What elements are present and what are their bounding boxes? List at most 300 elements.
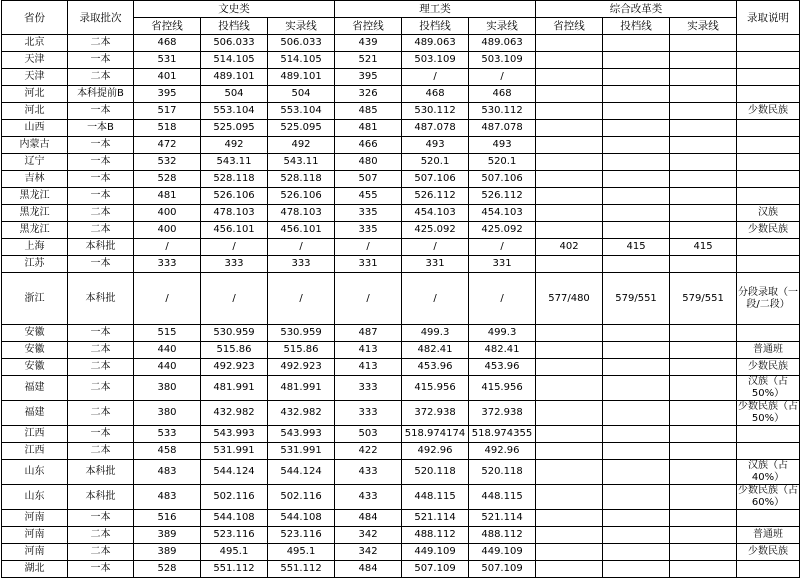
cell-ws-sl: 515.86 — [268, 342, 335, 359]
cell-zh-ctrl — [536, 154, 603, 171]
cell-zh-ctrl: 402 — [536, 239, 603, 256]
cell-ws-ctrl: 395 — [134, 86, 201, 103]
cell-lg-td: / — [402, 69, 469, 86]
cell-ws-sl: 478.103 — [268, 205, 335, 222]
cell-lg-sl: 520.1 — [469, 154, 536, 171]
cell-zh-ctrl — [536, 137, 603, 154]
cell-zh-td — [603, 510, 670, 527]
cell-province: 河南 — [2, 527, 68, 544]
cell-ws-sl: / — [268, 239, 335, 256]
cell-zh-ctrl — [536, 342, 603, 359]
cell-zh-sl: 415 — [670, 239, 737, 256]
cell-lg-sl: 488.112 — [469, 527, 536, 544]
cell-lg-sl: 503.109 — [469, 52, 536, 69]
cell-ws-sl: 544.108 — [268, 510, 335, 527]
cell-ws-ctrl: 483 — [134, 485, 201, 510]
header-province: 省份 — [2, 1, 68, 35]
cell-lg-ctrl: 422 — [335, 443, 402, 460]
cell-lg-ctrl: 342 — [335, 544, 402, 561]
cell-ws-ctrl: 483 — [134, 460, 201, 485]
cell-zh-sl — [670, 443, 737, 460]
cell-zh-td — [603, 443, 670, 460]
cell-zh-td — [603, 527, 670, 544]
cell-ws-sl: 544.124 — [268, 460, 335, 485]
cell-lg-td: 520.118 — [402, 460, 469, 485]
cell-lg-ctrl: 335 — [335, 205, 402, 222]
cell-lg-sl: 530.112 — [469, 103, 536, 120]
cell-ws-ctrl: 517 — [134, 103, 201, 120]
table-row — [2, 426, 800, 443]
cell-lg-sl: 331 — [469, 256, 536, 273]
cell-batch: 二本 — [68, 342, 134, 359]
cell-zh-sl — [670, 137, 737, 154]
cell-zh-ctrl — [536, 485, 603, 510]
cell-zh-sl — [670, 205, 737, 222]
cell-ws-td: 515.86 — [201, 342, 268, 359]
cell-lg-td: 489.063 — [402, 35, 469, 52]
table-row — [2, 485, 800, 510]
cell-note: 汉族（占40%） — [737, 460, 800, 485]
cell-lg-ctrl: 484 — [335, 561, 402, 578]
cell-zh-sl — [670, 527, 737, 544]
cell-ws-ctrl: 528 — [134, 561, 201, 578]
cell-lg-sl: 487.078 — [469, 120, 536, 137]
cell-zh-td — [603, 103, 670, 120]
cell-zh-ctrl — [536, 69, 603, 86]
cell-ws-ctrl: 389 — [134, 544, 201, 561]
cell-ws-td: 523.116 — [201, 527, 268, 544]
cell-note — [737, 256, 800, 273]
cell-ws-td: 526.106 — [201, 188, 268, 205]
cell-ws-td: 504 — [201, 86, 268, 103]
cell-lg-td: 507.106 — [402, 171, 469, 188]
cell-province: 天津 — [2, 52, 68, 69]
cell-province: 天津 — [2, 69, 68, 86]
cell-lg-ctrl: 507 — [335, 171, 402, 188]
table-row — [2, 137, 800, 154]
cell-lg-ctrl: 466 — [335, 137, 402, 154]
cell-batch: 本科批 — [68, 273, 134, 325]
cell-ws-ctrl: 516 — [134, 510, 201, 527]
cell-province: 山西 — [2, 120, 68, 137]
cell-lg-td: 487.078 — [402, 120, 469, 137]
cell-note: 汉族 — [737, 205, 800, 222]
table-row — [2, 205, 800, 222]
cell-batch: 本科批 — [68, 460, 134, 485]
cell-zh-td — [603, 188, 670, 205]
cell-note: 少数民族 — [737, 544, 800, 561]
cell-ws-ctrl: 468 — [134, 35, 201, 52]
cell-ws-ctrl: 531 — [134, 52, 201, 69]
cell-zh-td — [603, 376, 670, 401]
cell-zh-td — [603, 222, 670, 239]
cell-zh-sl — [670, 325, 737, 342]
table-row — [2, 103, 800, 120]
cell-zh-sl — [670, 460, 737, 485]
cell-ws-sl: 502.116 — [268, 485, 335, 510]
cell-zh-sl — [670, 376, 737, 401]
cell-note — [737, 171, 800, 188]
cell-ws-ctrl: 481 — [134, 188, 201, 205]
cell-ws-td: 456.101 — [201, 222, 268, 239]
cell-batch: 一本 — [68, 256, 134, 273]
cell-batch: 一本 — [68, 188, 134, 205]
cell-province: 河南 — [2, 510, 68, 527]
cell-zh-sl — [670, 561, 737, 578]
table-body — [2, 35, 800, 578]
cell-note — [737, 35, 800, 52]
cell-zh-td — [603, 35, 670, 52]
table-row — [2, 154, 800, 171]
cell-province: 内蒙古 — [2, 137, 68, 154]
cell-zh-ctrl — [536, 510, 603, 527]
cell-ws-sl: 456.101 — [268, 222, 335, 239]
cell-ws-sl: 481.991 — [268, 376, 335, 401]
cell-lg-td: 530.112 — [402, 103, 469, 120]
cell-zh-td — [603, 342, 670, 359]
cell-ws-sl: 489.101 — [268, 69, 335, 86]
cell-zh-sl — [670, 256, 737, 273]
cell-ws-ctrl: 440 — [134, 342, 201, 359]
cell-note — [737, 69, 800, 86]
table-row — [2, 273, 800, 325]
cell-batch: 二本 — [68, 35, 134, 52]
cell-zh-ctrl — [536, 443, 603, 460]
cell-ws-sl: 492.923 — [268, 359, 335, 376]
cell-batch: 一本 — [68, 137, 134, 154]
cell-lg-td: 507.109 — [402, 561, 469, 578]
cell-note — [737, 426, 800, 443]
table-row — [2, 52, 800, 69]
cell-lg-td: 499.3 — [402, 325, 469, 342]
cell-zh-td — [603, 69, 670, 86]
cell-batch: 二本 — [68, 222, 134, 239]
cell-zh-sl — [670, 510, 737, 527]
cell-lg-ctrl: 433 — [335, 460, 402, 485]
cell-lg-ctrl: 485 — [335, 103, 402, 120]
header-group-ligong: 理工类 — [335, 1, 536, 18]
cell-lg-sl: 449.109 — [469, 544, 536, 561]
cell-province: 北京 — [2, 35, 68, 52]
cell-lg-td: 488.112 — [402, 527, 469, 544]
cell-zh-sl — [670, 86, 737, 103]
cell-lg-ctrl: 455 — [335, 188, 402, 205]
cell-lg-sl: 507.109 — [469, 561, 536, 578]
cell-batch: 二本 — [68, 359, 134, 376]
cell-zh-sl — [670, 103, 737, 120]
cell-lg-sl: 454.103 — [469, 205, 536, 222]
cell-zh-td — [603, 544, 670, 561]
cell-ws-ctrl: 458 — [134, 443, 201, 460]
cell-note — [737, 561, 800, 578]
cell-batch: 本科批 — [68, 485, 134, 510]
cell-ws-sl: / — [268, 273, 335, 325]
cell-zh-td — [603, 120, 670, 137]
cell-lg-sl: / — [469, 239, 536, 256]
table-row — [2, 86, 800, 103]
cell-ws-td: 544.124 — [201, 460, 268, 485]
cell-lg-sl: 448.115 — [469, 485, 536, 510]
cell-lg-ctrl: 342 — [335, 527, 402, 544]
cell-ws-sl: 553.104 — [268, 103, 335, 120]
cell-zh-sl — [670, 69, 737, 86]
cell-zh-sl — [670, 120, 737, 137]
cell-ws-sl: 528.118 — [268, 171, 335, 188]
table-row — [2, 188, 800, 205]
cell-lg-ctrl: / — [335, 273, 402, 325]
cell-lg-ctrl: 333 — [335, 376, 402, 401]
cell-zh-td — [603, 359, 670, 376]
cell-ws-sl: 514.105 — [268, 52, 335, 69]
cell-lg-td: 415.956 — [402, 376, 469, 401]
cell-province: 辽宁 — [2, 154, 68, 171]
cell-lg-td: 372.938 — [402, 401, 469, 426]
cell-zh-td — [603, 485, 670, 510]
cell-batch: 二本 — [68, 205, 134, 222]
cell-zh-ctrl — [536, 325, 603, 342]
cell-zh-sl — [670, 52, 737, 69]
cell-lg-sl: 468 — [469, 86, 536, 103]
cell-batch: 二本 — [68, 69, 134, 86]
cell-ws-td: 492 — [201, 137, 268, 154]
cell-batch: 一本 — [68, 325, 134, 342]
cell-note — [737, 188, 800, 205]
cell-zh-td: 415 — [603, 239, 670, 256]
cell-ws-ctrl: 472 — [134, 137, 201, 154]
cell-zh-td — [603, 86, 670, 103]
cell-zh-sl — [670, 485, 737, 510]
cell-zh-ctrl — [536, 359, 603, 376]
table-row — [2, 359, 800, 376]
cell-province: 安徽 — [2, 359, 68, 376]
table-row — [2, 256, 800, 273]
cell-lg-td: 482.41 — [402, 342, 469, 359]
header-note: 录取说明 — [737, 1, 800, 35]
cell-zh-ctrl: 577/480 — [536, 273, 603, 325]
cell-ws-ctrl: 389 — [134, 527, 201, 544]
cell-province: 江西 — [2, 426, 68, 443]
cell-note — [737, 137, 800, 154]
cell-lg-td: 448.115 — [402, 485, 469, 510]
cell-batch: 本科提前B — [68, 86, 134, 103]
cell-ws-td: 528.118 — [201, 171, 268, 188]
cell-batch: 二本 — [68, 443, 134, 460]
cell-province: 河南 — [2, 544, 68, 561]
table-row — [2, 69, 800, 86]
cell-ws-td: 502.116 — [201, 485, 268, 510]
cell-zh-ctrl — [536, 401, 603, 426]
cell-zh-ctrl — [536, 376, 603, 401]
cell-lg-sl: 489.063 — [469, 35, 536, 52]
header-lg-filing-line: 投档线 — [402, 18, 469, 35]
cell-ws-ctrl: 528 — [134, 171, 201, 188]
cell-ws-td: 553.104 — [201, 103, 268, 120]
cell-ws-ctrl: 440 — [134, 359, 201, 376]
cell-ws-ctrl: 333 — [134, 256, 201, 273]
cell-zh-td — [603, 426, 670, 443]
cell-zh-sl — [670, 342, 737, 359]
cell-zh-sl — [670, 171, 737, 188]
cell-note: 少数民族（占60%） — [738, 485, 799, 508]
cell-note: 分段录取（一段/二段） — [737, 273, 800, 325]
cell-ws-td: 543.993 — [201, 426, 268, 443]
cell-note: 少数民族 — [737, 359, 800, 376]
cell-ws-td: 333 — [201, 256, 268, 273]
cell-lg-td: 521.114 — [402, 510, 469, 527]
cell-ws-sl: 506.033 — [268, 35, 335, 52]
cell-lg-td: 520.1 — [402, 154, 469, 171]
cell-batch: 一本B — [68, 120, 134, 137]
cell-ws-td: 514.105 — [201, 52, 268, 69]
cell-lg-td: 518.974174 — [402, 426, 469, 443]
cell-ws-ctrl: 400 — [134, 222, 201, 239]
cell-batch: 一本 — [68, 561, 134, 578]
table-row — [2, 561, 800, 578]
cell-zh-td — [603, 256, 670, 273]
cell-lg-ctrl: 413 — [335, 359, 402, 376]
cell-ws-sl: 523.116 — [268, 527, 335, 544]
cell-zh-ctrl — [536, 544, 603, 561]
cell-batch: 一本 — [68, 52, 134, 69]
header-lg-control-line: 省控线 — [335, 18, 402, 35]
cell-batch: 一本 — [68, 154, 134, 171]
cell-province: 山东 — [2, 485, 68, 510]
cell-zh-td — [603, 460, 670, 485]
cell-lg-ctrl: 439 — [335, 35, 402, 52]
cell-ws-td: 481.991 — [201, 376, 268, 401]
cell-zh-ctrl — [536, 171, 603, 188]
cell-lg-td: 454.103 — [402, 205, 469, 222]
cell-province: 山东 — [2, 460, 68, 485]
table-row — [2, 35, 800, 52]
cell-lg-sl: 415.956 — [469, 376, 536, 401]
cell-ws-ctrl: 380 — [134, 401, 201, 426]
cell-lg-ctrl: 481 — [335, 120, 402, 137]
cell-ws-td: 506.033 — [201, 35, 268, 52]
table-row — [2, 222, 800, 239]
cell-lg-td: 449.109 — [402, 544, 469, 561]
cell-ws-sl: 530.959 — [268, 325, 335, 342]
cell-ws-sl: 551.112 — [268, 561, 335, 578]
cell-lg-ctrl: 326 — [335, 86, 402, 103]
cell-note — [737, 120, 800, 137]
cell-lg-td: 503.109 — [402, 52, 469, 69]
cell-lg-sl: 492.96 — [469, 443, 536, 460]
cell-zh-ctrl — [536, 103, 603, 120]
cell-ws-td: 489.101 — [201, 69, 268, 86]
cell-note — [737, 52, 800, 69]
cell-zh-sl — [670, 401, 737, 426]
cell-ws-td: / — [201, 239, 268, 256]
cell-ws-ctrl: 401 — [134, 69, 201, 86]
cell-ws-sl: 531.991 — [268, 443, 335, 460]
table-row — [2, 239, 800, 256]
cell-ws-ctrl: 533 — [134, 426, 201, 443]
table-row — [2, 342, 800, 359]
table-row — [2, 510, 800, 527]
cell-lg-ctrl: 413 — [335, 342, 402, 359]
cell-batch: 一本 — [68, 426, 134, 443]
cell-ws-ctrl: 400 — [134, 205, 201, 222]
cell-province: 福建 — [2, 401, 68, 426]
header-group-wenshi: 文史类 — [134, 1, 335, 18]
cell-batch: 二本 — [68, 376, 134, 401]
cell-zh-ctrl — [536, 256, 603, 273]
cell-lg-td: 492.96 — [402, 443, 469, 460]
cell-ws-td: 530.959 — [201, 325, 268, 342]
cell-note: 汉族（占50%） — [737, 376, 800, 401]
cell-batch: 本科批 — [68, 239, 134, 256]
cell-zh-ctrl — [536, 35, 603, 52]
cell-batch: 二本 — [68, 527, 134, 544]
cell-zh-sl — [670, 544, 737, 561]
cell-batch: 二本 — [68, 401, 134, 426]
cell-note — [737, 443, 800, 460]
cell-lg-sl: 521.114 — [469, 510, 536, 527]
cell-lg-td: 468 — [402, 86, 469, 103]
cell-zh-ctrl — [536, 86, 603, 103]
cell-lg-td: 331 — [402, 256, 469, 273]
cell-note: 普通班 — [737, 342, 800, 359]
table-row — [2, 401, 800, 426]
table-row — [2, 325, 800, 342]
cell-lg-ctrl: 521 — [335, 52, 402, 69]
cell-note — [737, 510, 800, 527]
cell-ws-td: 478.103 — [201, 205, 268, 222]
header-lg-actual-line: 实录线 — [469, 18, 536, 35]
cell-ws-td: 525.095 — [201, 120, 268, 137]
header-ws-control-line: 省控线 — [134, 18, 201, 35]
table-row — [2, 443, 800, 460]
cell-lg-td: 453.96 — [402, 359, 469, 376]
cell-ws-ctrl: 515 — [134, 325, 201, 342]
cell-ws-td: 543.11 — [201, 154, 268, 171]
cell-ws-ctrl: / — [134, 273, 201, 325]
cell-province: 黑龙江 — [2, 222, 68, 239]
cell-province: 上海 — [2, 239, 68, 256]
cell-zh-td: 579/551 — [603, 273, 670, 325]
cell-lg-ctrl: 331 — [335, 256, 402, 273]
cell-zh-ctrl — [536, 460, 603, 485]
table-row — [2, 460, 800, 485]
cell-ws-sl: 543.11 — [268, 154, 335, 171]
cell-zh-sl — [670, 359, 737, 376]
cell-ws-ctrl: 380 — [134, 376, 201, 401]
header-ws-actual-line: 实录线 — [268, 18, 335, 35]
cell-zh-ctrl — [536, 188, 603, 205]
cell-lg-sl: / — [469, 69, 536, 86]
cell-zh-sl — [670, 188, 737, 205]
cell-ws-sl: 432.982 — [268, 401, 335, 426]
header-zh-control-line: 省控线 — [536, 18, 603, 35]
cell-lg-ctrl: / — [335, 239, 402, 256]
cell-ws-td: 495.1 — [201, 544, 268, 561]
admission-score-table — [1, 0, 800, 578]
cell-zh-sl — [670, 222, 737, 239]
cell-lg-sl: 425.092 — [469, 222, 536, 239]
cell-lg-sl: 518.974355 — [469, 426, 536, 443]
cell-ws-ctrl: 518 — [134, 120, 201, 137]
cell-zh-td — [603, 154, 670, 171]
cell-province: 湖北 — [2, 561, 68, 578]
cell-province: 河北 — [2, 103, 68, 120]
cell-lg-td: 526.112 — [402, 188, 469, 205]
cell-zh-ctrl — [536, 52, 603, 69]
table-row — [2, 527, 800, 544]
cell-note — [737, 325, 800, 342]
cell-lg-ctrl: 484 — [335, 510, 402, 527]
cell-ws-td: 531.991 — [201, 443, 268, 460]
